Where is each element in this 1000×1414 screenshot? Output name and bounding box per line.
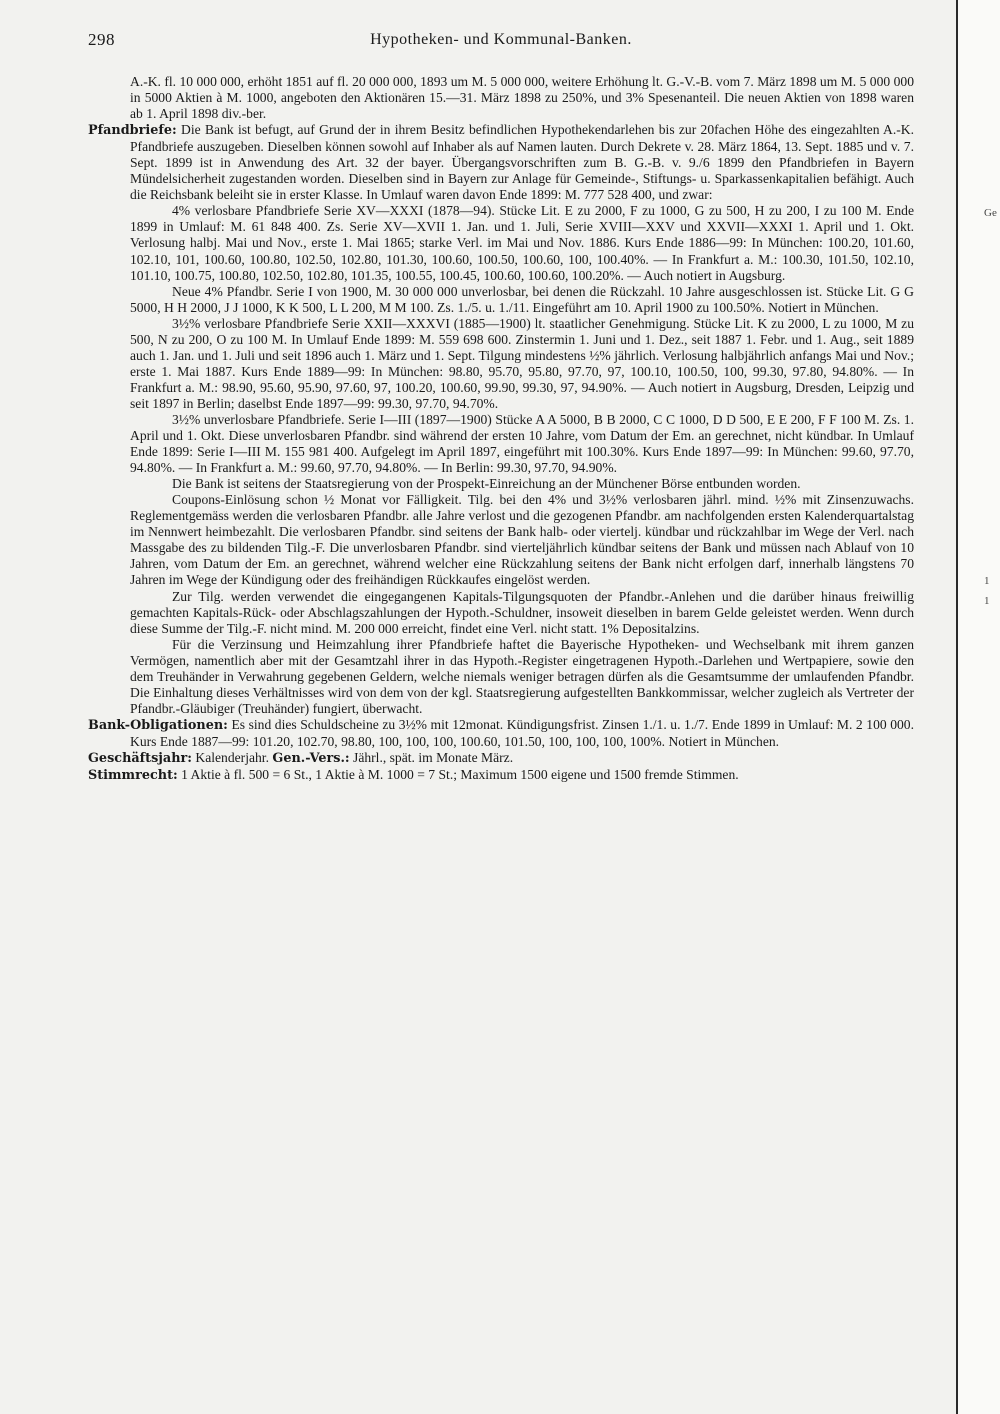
document-page bbox=[88, 30, 914, 784]
paragraph: Coupons-Einlösung schon ½ Monat vor Fälligkeit. Tilg. bei den 4% und 3½% verlosbaren jährl. mind. ½% mit Zinsenzuwachs. Reglementgemäss werden die verlosbaren Pfandbr. alle Jahre verlost und die gezogenen Pfandbr. am nachfolgenden ersten Kalenderquartalstag im Nennwert heimbezahlt. Die verlosbaren Pfandbr. sind seitens der Bank halb- oder viertelj. kündbar und rückzahlbar im Wege der Verl. nach Massgabe des zu bildenden Tilg.-F. Die unverlosbaren Pfandbr. sind vierteljährlich kündbar seitens der Bank und müssen nach Ablauf von 10 Jahren, vom Datum der Em. an gerechnet, während welcher eine Rückzahlung seitens der Bank nicht erfolgen darf, innerhalb längstens 70 Jahren im Wege der Kündigung oder des freihändigen Rückkaufes eingelöst werden. bbox=[130, 492, 914, 588]
section-bank-obligationen bbox=[88, 717, 914, 750]
section-text: Die Bank ist befugt, auf Grund der in ihrem Besitz befindlichen Hypothekendarlehen bis zur 20fachen Höhe des eingezahlten A.-K. Pfandbriefe auszugeben. Dieselben können sowohl auf Inhaber als auf Namen lauten. Durch Dekrete v. 28. März 1864, 13. Sept. 1885 und v. 7. Sept. 1899 ist in Anwendung des Art. 32 der bayer. Übergangsvorschriften zum B. G.-B. v. 9./6 1899 den Pfandbriefen in Bayern Mündelsicherheit zugestanden worden. Dieselben sind in Bayern zur Anlage für Gemeinde-, Stiftungs- u. Sparkassenkapitalien befähigt. Auch die Reichsbank beleiht sie in erster Klasse. In Umlauf waren davon Ende 1899: M. 777 528 400, und zwar: bbox=[130, 122, 914, 203]
paragraph: Die Bank ist seitens der Staatsregierung von der Prospekt-Einreichung an der Münchener Börse entbunden worden. bbox=[172, 476, 801, 492]
section-geschaeftsjahr bbox=[88, 750, 914, 767]
section-text: Jährl., spät. im Monate März. bbox=[349, 749, 514, 765]
paragraph: Neue 4% Pfandbr. Serie I von 1900, M. 30 000 000 unverlosbar, bei denen die Rückzahl. 10 Jahre ausgeschlossen ist. Stücke Lit. G G 5000, H H 2000, J J 1000, K K 500, L L 200, M M 100. Zs. 1./5. u. 1./11. Eingeführt am 10. April 1900 zu 100.50%. Notiert in München. bbox=[130, 283, 914, 315]
edge-letter: Ge bbox=[984, 207, 997, 219]
paragraph: 3½% verlosbare Pfandbriefe Serie XXII—XXXVI (1885—1900) lt. staatlicher Genehmigung. Stücke Lit. K zu 2000, L zu 1000, M zu 500, N zu 200, O zu 100 M. In Umlauf Ende 1899: M. 559 698 600. Zinstermin 1. Juni und 1. Dez., seit 1887 1. Febr. und 1. Aug., seit 1889 auch 1. Jan. und 1. Juli und seit 1896 auch 1. März und 1. Sept. Tilgung mindestens ½% jährlich. Verlosung halbjährlich anfangs Mai und Nov.; erste 1. Mai 1887. Kurs Ende 1889—99: In München: 98.80, 95.70, 95.80, 97.70, 97, 100.10, 100.50, 100, 99.30, 97.80, 94.80%. — In Frankfurt a. M.: 98.90, 95.60, 95.90, 97.60, 97, 100.20, 100.60, 99.90, 99.30, 97, 94.90%. — Auch notiert in Augsburg, Dresden, Leipzig und seit 1897 in Berlin; daselbst Ende 1897—99: 99.30, 97.70, 94.70%. bbox=[130, 315, 914, 411]
edge-letter: 1 bbox=[984, 595, 990, 607]
section-text: 1 Aktie à fl. 500 = 6 St., 1 Aktie à M. 1000 = 7 St.; Maximum 1500 eigene und 1500 fremde Stimmen. bbox=[177, 767, 739, 783]
section-term: Pfandbriefe: bbox=[88, 123, 177, 139]
section-text: Es sind dies Schuldscheine zu 3½% mit 12monat. Kündigungsfrist. Zinsen 1./1. u. 1./7. Ende 1899 in Umlauf: M. 2 100 000. Kurs Ende 1887—99: 101.20, 102.70, 98.80, 100, 100, 100, 100.60, 101.50, 100, 100, 100, 100%. Notiert in München. bbox=[130, 716, 914, 749]
section-pfandbriefe bbox=[88, 122, 914, 203]
body-text bbox=[88, 74, 914, 784]
section-term: Stimmrecht: bbox=[88, 768, 178, 784]
section-term: Bank-Obligationen: bbox=[88, 717, 228, 733]
paragraph: 3½% unverlosbare Pfandbriefe. Serie I—III (1897—1900) Stücke A A 5000, B B 2000, C C 1000, D D 500, E E 200, F F 100 M. Zs. 1. April und 1. Okt. Diese unverlosbaren Pfandbr. sind während der ersten 10 Jahre, vom Datum der Em. an gerechnet, nicht kündbar. In Umlauf Ende 1899: Serie I—III M. 155 981 400. Aufgelegt im April 1897, eingeführt mit 100.30%. Kurs Ende 1897—99: In München: 99.60, 97.70, 94.80%. — In Frankfurt a. M.: 99.60, 97.70, 94.80%. — In Berlin: 99.30, 97.70, 94.90%. bbox=[130, 411, 914, 476]
section-text: Kalenderjahr. bbox=[191, 749, 273, 765]
page-header bbox=[88, 30, 914, 60]
section-stimmrecht bbox=[88, 767, 914, 784]
section-term: Gen.-Vers.: bbox=[272, 750, 350, 766]
paragraph: Zur Tilg. werden verwendet die eingegangenen Kapitals-Tilgungsquoten der Pfandbr.-Anlehen und die darüber hinaus freiwillig gemachten Kapitals-Rück- oder Abschlagszahlungen der Hypoth.-Schuldner, insoweit dieselben in barem Gelde geleistet werden. Wenn durch diese Summe der Tilg.-F. nicht mind. M. 200 000 erreicht, findet eine Verl. nicht statt. 1% Depositalzins. bbox=[130, 588, 914, 636]
edge-letter: 1 bbox=[984, 575, 990, 587]
paragraph: 4% verlosbare Pfandbriefe Serie XV—XXXI (1878—94). Stücke Lit. E zu 2000, F zu 1000, G zu 500, H zu 200, I zu 100 M. Ende 1899 in Umlauf: M. 61 848 400. Zs. Serie XV—XVII 1. Jan. und 1. Juli, Serie XVIII—XXV und XXVII—XXXI 1. April und 1. Okt. Verlosung halbj. Mai und Nov., erste 1. Mai 1865; starke Verl. im Mai und Nov. 1886. Kurs Ende 1886—99: In München: 100.20, 101.60, 102.10, 101, 100.60, 100.80, 102.50, 102.80, 101.30, 100.60, 100.50, 100.60, 100, 100.40%. — In Frankfurt a. M.: 100.30, 101.50, 102.10, 101.10, 100.75, 100.80, 102.50, 102.80, 101.35, 100.55, 100.45, 100.60, 100.60, 100.20%. — Auch notiert in Augsburg. bbox=[130, 203, 914, 283]
paragraph-continuation: A.-K. fl. 10 000 000, erhöht 1851 auf fl. 20 000 000, 1893 um M. 5 000 000, weitere Erhöhung lt. G.-V.-B. vom 7. März 1898 um M. 5 000 000 in 5000 Aktien à M. 1000, angeboten den Aktionären 15.—31. März 1898 zu 250%, und 3% Spesenanteil. Die neuen Aktien von 1898 waren ab 1. April 1898 div.-ber. bbox=[130, 74, 914, 122]
running-title: Hypotheken- und Kommunal-Banken. bbox=[370, 31, 632, 48]
page-number: 298 bbox=[88, 30, 115, 49]
section-term: Geschäftsjahr: bbox=[88, 750, 192, 766]
paragraph: Für die Verzinsung und Heimzahlung ihrer Pfandbriefe haftet die Bayerische Hypotheken- und Wechselbank mit ihrem ganzen Vermögen, namentlich aber mit der Gesamtzahl ihrer in das Hypoth.-Register eingetragenen Hypoth.-Darlehen und Wertpapiere, sowie den dem Treuhänder in Verwahrung gegebenen Geldern, welche niemals weniger betragen dürfen als die Gesamtsumme der umlaufenden Pfandbr. Die Einhaltung dieses Verhältnisses wird von dem von der kgl. Staatsregierung aufgestellten Bankkommissar, welcher zugleich als Vertreter der Pfandbr.-Gläubiger (Treuhänder) fungiert, überwacht. bbox=[130, 636, 914, 716]
